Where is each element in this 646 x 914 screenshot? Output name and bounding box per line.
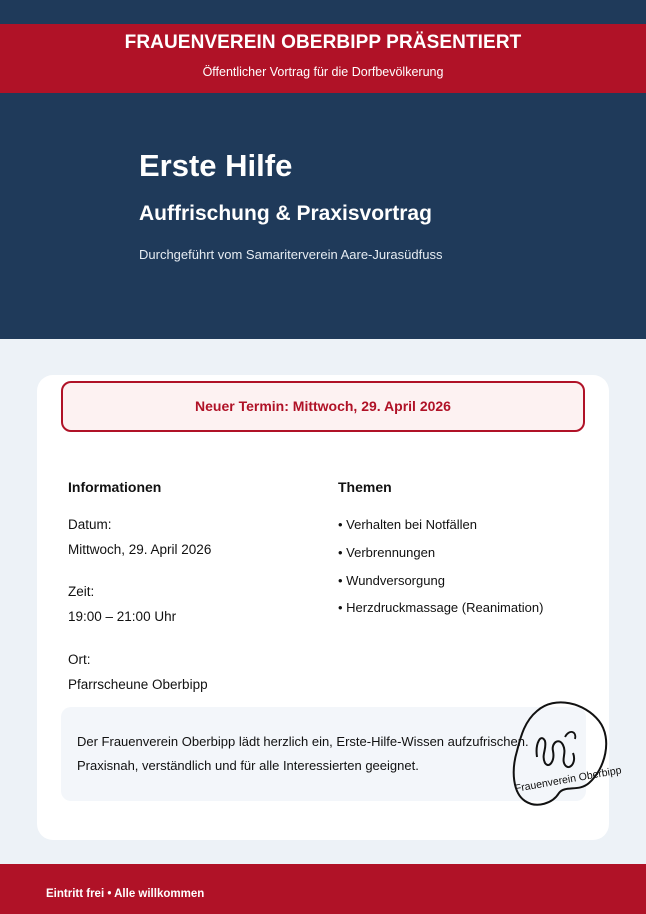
time-label: Zeit:: [68, 584, 95, 599]
presents-subtitle: Öffentlicher Vortrag für die Dorfbevölkerung: [202, 65, 444, 79]
presents-banner: [0, 24, 646, 93]
event-title: Erste Hilfe: [139, 148, 293, 183]
signature-stamp-icon: [507, 697, 619, 817]
location-label: Ort:: [68, 652, 91, 667]
topic-item: • Wundversorgung: [338, 573, 445, 588]
topic-item: • Verhalten bei Notfällen: [338, 517, 477, 532]
details-card: [37, 375, 623, 840]
location-value: Pfarrscheune Oberbipp: [68, 677, 208, 692]
footer-text: Eintritt frei • Alle willkommen: [46, 888, 205, 900]
topic-item: • Herzdruckmassage (Reanimation): [338, 600, 544, 615]
topic-item: • Verbrennungen: [338, 545, 436, 560]
event-subtitle: Auffrischung & Praxisvortrag: [139, 202, 432, 225]
presents-title: FRAUENVEREIN OBERBIPP PRÄSENTIERT: [124, 32, 522, 53]
topics-heading: Themen: [338, 479, 392, 495]
invitation-line: Praxisnah, verständlich und für alle Interessierten geeignet.: [77, 758, 419, 773]
top-strip: [0, 0, 646, 24]
footer-bar: [0, 864, 646, 914]
invitation-text: [77, 730, 547, 778]
presenter-line: Durchgeführt vom Samariterverein Aare-Jurasüdfuss: [139, 247, 443, 262]
date-label: Datum:: [68, 517, 112, 532]
time-value: 19:00 – 21:00 Uhr: [68, 609, 177, 624]
invitation-line: Der Frauenverein Oberbipp lädt herzlich ein, Erste-Hilfe-Wissen aufzufrischen.: [77, 734, 529, 749]
info-heading: Informationen: [68, 479, 162, 495]
date-value: Mittwoch, 29. April 2026: [68, 542, 212, 557]
new-date-notice: Neuer Termin: Mittwoch, 29. April 2026: [61, 381, 585, 432]
stamp-caption: Frauenverein Oberbipp: [513, 764, 623, 795]
hero-section: [0, 93, 646, 339]
